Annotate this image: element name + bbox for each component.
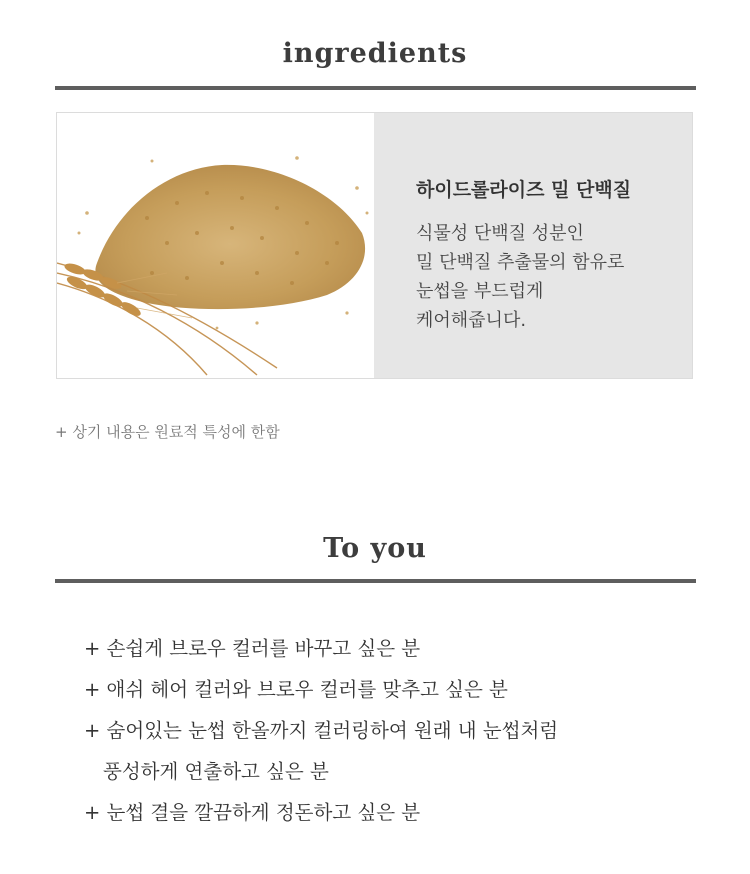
to-you-title: To you [323, 533, 427, 564]
list-item: + 눈썹 결을 깔끔하게 정돈하고 싶은 분 [84, 801, 421, 824]
list-item-continuation: 풍성하게 연출하고 싶은 분 [103, 760, 329, 783]
description-line: 밀 단백질 추출물의 함유로 [416, 252, 625, 273]
ingredient-note: + 상기 내용은 원료적 특성에 한함 [55, 423, 280, 441]
description-line: 케어해줍니다. [416, 310, 527, 331]
list-item: + 숨어있는 눈썹 한올까지 컬러링하여 원래 내 눈썹처럼 [84, 719, 559, 742]
ingredient-name: 하이드롤라이즈 밀 단백질 [416, 179, 632, 201]
ingredient-info-panel [374, 113, 692, 378]
recommendation-list [84, 628, 558, 833]
ingredient-description [416, 219, 624, 335]
title-divider [55, 86, 696, 90]
title-divider [55, 579, 696, 583]
ingredients-title: ingredients [282, 38, 468, 69]
wheat-grain-image [57, 113, 374, 378]
description-line: 눈썹을 부드럽게 [416, 281, 544, 302]
ingredient-card [56, 112, 693, 379]
list-item: + 손쉽게 브로우 컬러를 바꾸고 싶은 분 [84, 637, 421, 660]
description-line: 식물성 단백질 성분인 [416, 223, 584, 244]
list-item: + 애쉬 헤어 컬러와 브로우 컬러를 맞추고 싶은 분 [84, 678, 508, 701]
